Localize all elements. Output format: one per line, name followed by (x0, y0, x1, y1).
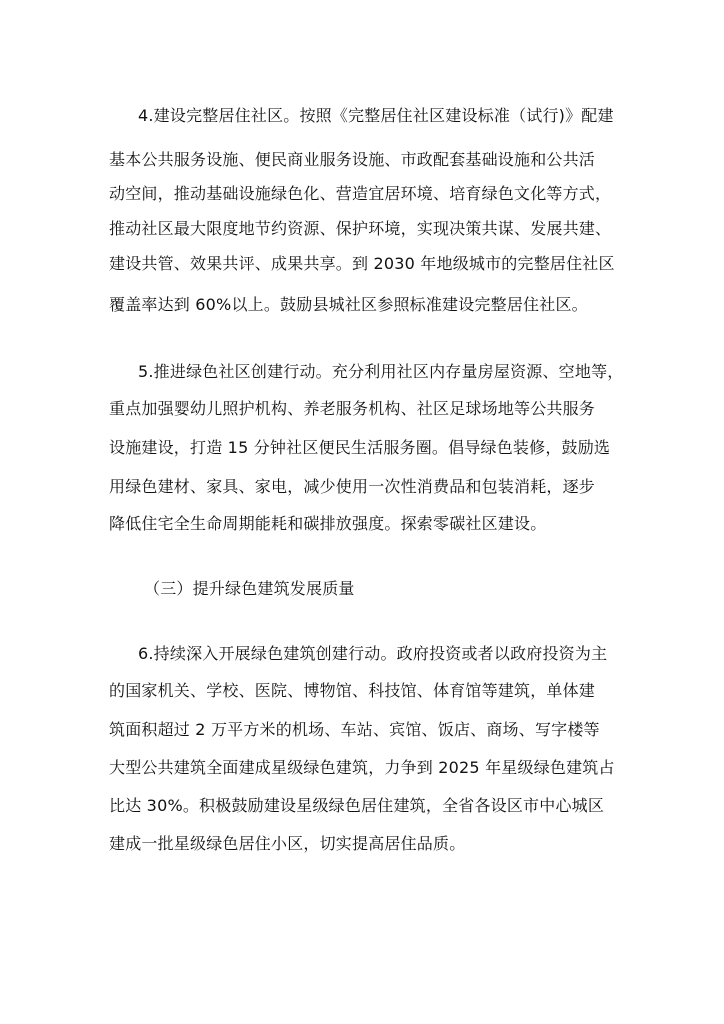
paragraph-5-line-1: 5.推进绿色社区创建行动。充分利用社区内存量房屋资源、空地等， (138, 362, 624, 381)
paragraph-5-line-4: 用绿色建材、家具、家电，减少使用一次性消费品和包装消耗，逐步 (109, 477, 596, 496)
paragraph-5-line-2: 重点加强婴幼儿照护机构、养老服务机构、社区足球场地等公共服务 (109, 399, 596, 418)
paragraph-4-line-3: 动空间，推动基础设施绿色化、营造宜居环境、培育绿色文化等方式， (109, 184, 612, 203)
paragraph-4-line-1: 4.建设完整居住社区。按照《完整居住社区建设标准（试行)》配建 (138, 106, 614, 125)
paragraph-4-line-4: 推动社区最大限度地节约资源、保护环境，实现决策共谋、发展共建、 (109, 219, 612, 238)
section-heading: （三）提升绿色建筑发展质量 (144, 579, 355, 598)
paragraph-5-line-5: 降低住宅全生命周期能耗和碳排放强度。探索零碳社区建设。 (109, 514, 547, 533)
paragraph-6-line-2: 的国家机关、学校、医院、博物馆、科技馆、体育馆等建筑，单体建 (109, 681, 596, 700)
paragraph-6-line-6: 建成一批星级绿色居住小区，切实提高居住品质。 (109, 834, 466, 853)
paragraph-6-line-5: 比达 30%。积极鼓励建设星级绿色居住建筑，全省各设区市中心城区 (109, 796, 605, 815)
paragraph-6-line-4: 大型公共建筑全面建成星级绿色建筑，力争到 2025 年星级绿色建筑占 (109, 758, 615, 777)
paragraph-6-line-3: 筑面积超过 2 万平方米的机场、车站、宾馆、饭店、商场、写字楼等 (109, 720, 600, 739)
paragraph-4-line-5: 建设共管、效果共评、成果共享。到 2030 年地级城市的完整居住社区 (109, 254, 615, 273)
paragraph-6-line-1: 6.持续深入开展绿色建筑创建行动。政府投资或者以政府投资为主 (138, 644, 608, 663)
paragraph-5-line-3: 设施建设，打造 15 分钟社区便民生活服务圈。倡导绿色装修，鼓励选 (109, 438, 611, 457)
paragraph-4-line-2: 基本公共服务设施、便民商业服务设施、市政配套基础设施和公共活 (109, 150, 596, 169)
paragraph-4-line-6: 覆盖率达到 60%以上。鼓励县城社区参照标准建设完整居住社区。 (109, 295, 588, 314)
